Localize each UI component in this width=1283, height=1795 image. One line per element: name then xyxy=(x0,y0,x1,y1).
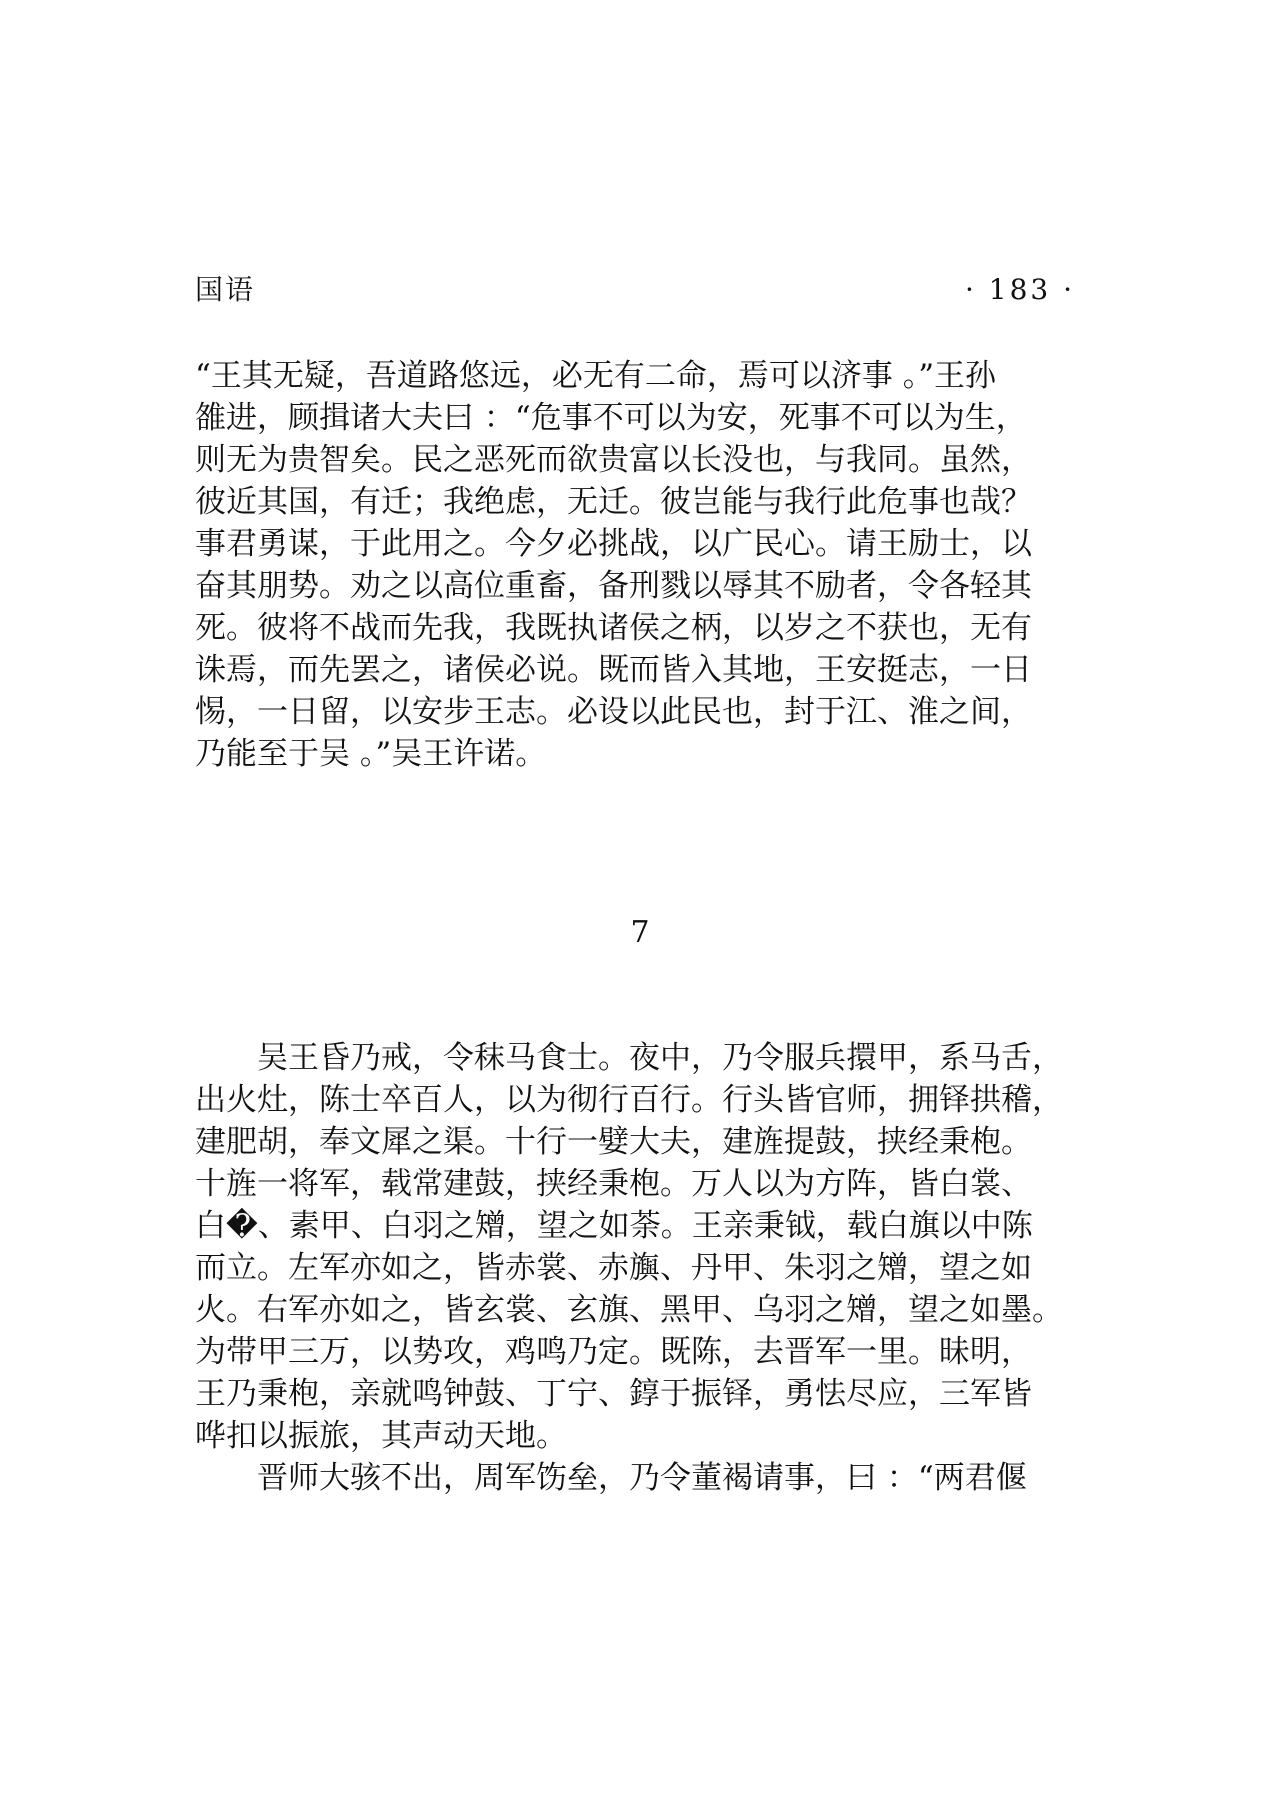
text-line: 晋师大骇不出，周军饬垒，乃令董褐请事，曰 ：“两君偃 xyxy=(195,1460,1027,1496)
text-line: 吴王昏乃戒，令秣马食士。夜中，乃令服兵擐甲，系马舌， xyxy=(195,1040,1063,1076)
text-line: 雒进，顾揖诸大夫曰 ：“危事不可以为安，死事不可以为生， xyxy=(195,400,1027,436)
text-line: 哗扣以振旅，其声动天地。 xyxy=(195,1418,567,1454)
text-line: 白�、素甲、白羽之矰，望之如荼。王亲秉钺，载白旗以中陈 xyxy=(195,1208,1033,1244)
text-line: 事君勇谋，于此用之。今夕必挑战，以广民心。请王励士，以 xyxy=(195,526,1032,562)
text-line: 十旌一将军，载常建鼓，挟经秉枹。万人以为方阵，皆白裳、 xyxy=(195,1166,1032,1202)
text-line: 为带甲三万，以势攻，鸡鸣乃定。既陈，去晋军一里。昧明， xyxy=(195,1334,1032,1370)
passage-1 xyxy=(195,355,1195,775)
text-line: 王乃秉枹，亲就鸣钟鼓、丁宁、錞于振铎，勇怯尽应，三军皆 xyxy=(195,1376,1032,1412)
page-header xyxy=(195,270,1075,310)
text-line: 建肥胡，奉文犀之渠。十行一嬖大夫，建旌提鼓，挟经秉枹。 xyxy=(195,1124,1032,1160)
text-line: 而立。左军亦如之，皆赤裳、赤旟、丹甲、朱羽之矰，望之如 xyxy=(195,1250,1032,1286)
page-number: · 183 · xyxy=(964,273,1075,306)
text-line: 火。右军亦如之，皆玄裳、玄旗、黑甲、乌羽之矰，望之如墨。 xyxy=(195,1292,1063,1328)
text-line: “王其无疑，吾道路悠远，必无有二命，焉可以济事 。”王孙 xyxy=(195,358,997,394)
text-line: 奋其朋势。劝之以高位重畜，备刑戮以辱其不励者，令各轻其 xyxy=(195,568,1032,604)
text-line: 彼近其国，有迁；我绝虑，无迁。彼岂能与我行此危事也哉？ xyxy=(195,484,1032,520)
text-line: 乃能至于吴 。”吴王许诺。 xyxy=(195,736,547,772)
text-line: 惕，一日留，以安步王志。必设以此民也，封于江、淮之间， xyxy=(195,694,1032,730)
running-title: 国语 xyxy=(195,273,256,306)
text-line: 出火灶，陈士卒百人，以为彻行百行。行头皆官师，拥铎拱稽， xyxy=(195,1082,1063,1118)
section-number: 7 xyxy=(630,915,650,950)
text-line: 诛焉，而先罢之，诸侯必说。既而皆入其地，王安挺志，一日 xyxy=(195,652,1032,688)
passage-2 xyxy=(195,1037,1195,1499)
text-line: 死。彼将不战而先我，我既执诸侯之柄，以岁之不获也，无有 xyxy=(195,610,1032,646)
text-line: 则无为贵智矣。民之恶死而欲贵富以长没也，与我同。虽然， xyxy=(195,442,1032,478)
